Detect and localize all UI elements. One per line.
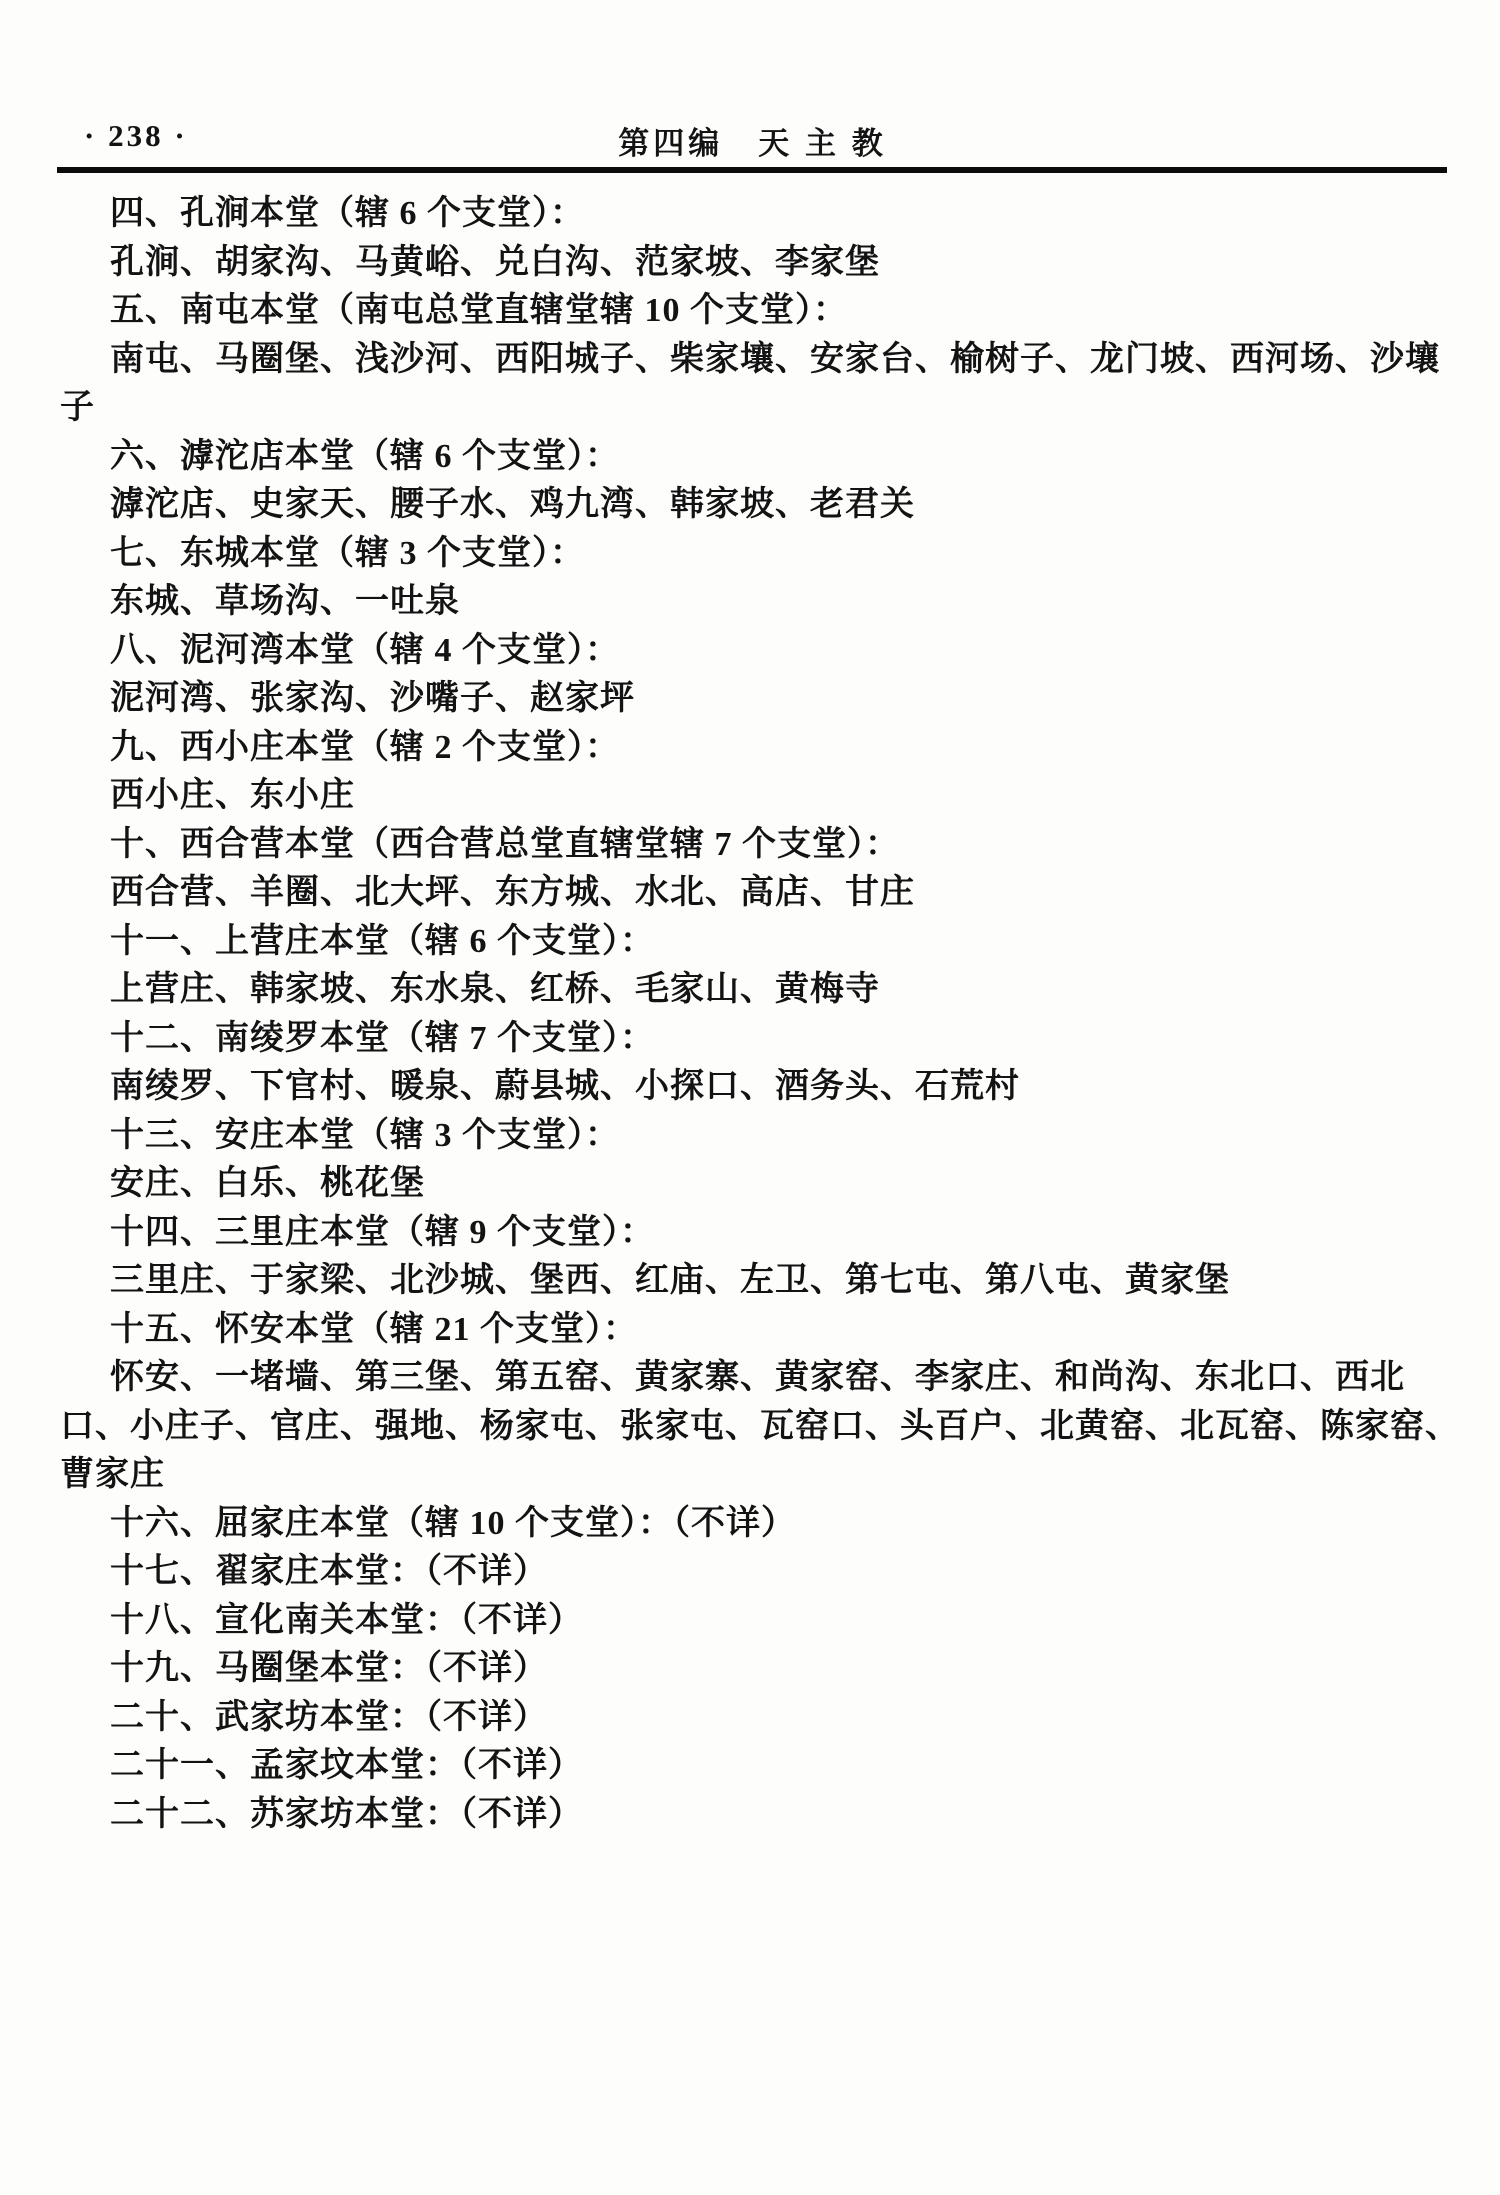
text-line: 五、南屯本堂（南屯总堂直辖堂辖 10 个支堂）： bbox=[110, 292, 848, 329]
text-line: 子 bbox=[60, 389, 95, 426]
text-line: 二十、武家坊本堂：（不详） bbox=[110, 1698, 548, 1736]
text-line: 二十二、苏家坊本堂：（不详） bbox=[110, 1795, 583, 1833]
text-line: 怀安、一堵墙、第三堡、第五窑、黄家寨、黄家窑、李家庄、和尚沟、东北口、西北 bbox=[110, 1359, 1405, 1396]
text-line: 三里庄、于家梁、北沙城、堡西、红庙、左卫、第七屯、第八屯、黄家堡 bbox=[110, 1262, 1230, 1299]
text-line: 滹沱店、史家天、腰子水、鸡九湾、韩家坡、老君关 bbox=[110, 486, 915, 523]
text-line: 十八、宣化南关本堂：（不详） bbox=[110, 1601, 583, 1639]
text-line: 泥河湾、张家沟、沙嘴子、赵家坪 bbox=[110, 680, 635, 717]
text-line: 南屯、马圈堡、浅沙河、西阳城子、柴家壤、安家台、榆树子、龙门坡、西河场、沙壤 bbox=[110, 340, 1440, 378]
body-text bbox=[60, 190, 1460, 1839]
page-number: · 238 · bbox=[84, 118, 188, 153]
text-line: 东城、草场沟、一吐泉 bbox=[110, 583, 460, 620]
text-line: 西合营、羊圈、北大坪、东方城、水北、高店、甘庄 bbox=[110, 874, 915, 911]
text-line: 孔涧、胡家沟、马黄峪、兑白沟、范家坡、李家堡 bbox=[110, 243, 880, 281]
text-line: 六、滹沱店本堂（辖 6 个支堂）： bbox=[110, 437, 620, 475]
header-rule bbox=[57, 167, 1447, 173]
text-line: 十、西合营本堂（西合营总堂直辖堂辖 7 个支堂）： bbox=[110, 825, 900, 863]
text-line: 十四、三里庄本堂（辖 9 个支堂）： bbox=[110, 1213, 655, 1251]
text-line: 十二、南绫罗本堂（辖 7 个支堂）： bbox=[110, 1019, 655, 1057]
text-line: 十九、马圈堡本堂：（不详） bbox=[110, 1650, 548, 1687]
text-line: 九、西小庄本堂（辖 2 个支堂）： bbox=[110, 728, 620, 766]
text-line: 八、泥河湾本堂（辖 4 个支堂）： bbox=[110, 631, 620, 669]
text-line: 十六、屈家庄本堂（辖 10 个支堂）：（不详） bbox=[110, 1504, 796, 1542]
running-header-section-title: 第四编 天 主 教 bbox=[618, 126, 887, 161]
text-line: 口、小庄子、官庄、强地、杨家屯、张家屯、瓦窑口、头百户、北黄窑、北瓦窑、陈家窑、 bbox=[60, 1407, 1460, 1445]
text-line: 二十一、孟家坟本堂：（不详） bbox=[110, 1747, 583, 1784]
text-line: 十三、安庄本堂（辖 3 个支堂）： bbox=[110, 1116, 620, 1154]
text-line: 上营庄、韩家坡、东水泉、红桥、毛家山、黄梅寺 bbox=[110, 971, 880, 1008]
text-line: 南绫罗、下官村、暖泉、蔚县城、小探口、酒务头、石荒村 bbox=[110, 1068, 1020, 1105]
text-line: 西小庄、东小庄 bbox=[110, 777, 355, 814]
text-line: 曹家庄 bbox=[60, 1456, 165, 1493]
text-line: 四、孔涧本堂（辖 6 个支堂）： bbox=[110, 195, 585, 232]
text-line: 安庄、白乐、桃花堡 bbox=[110, 1165, 425, 1202]
text-line: 十七、翟家庄本堂：（不详） bbox=[110, 1553, 548, 1590]
text-line: 十五、怀安本堂（辖 21 个支堂）： bbox=[110, 1310, 638, 1348]
text-line: 七、东城本堂（辖 3 个支堂）： bbox=[110, 534, 585, 572]
text-line: 十一、上营庄本堂（辖 6 个支堂）： bbox=[110, 922, 655, 960]
